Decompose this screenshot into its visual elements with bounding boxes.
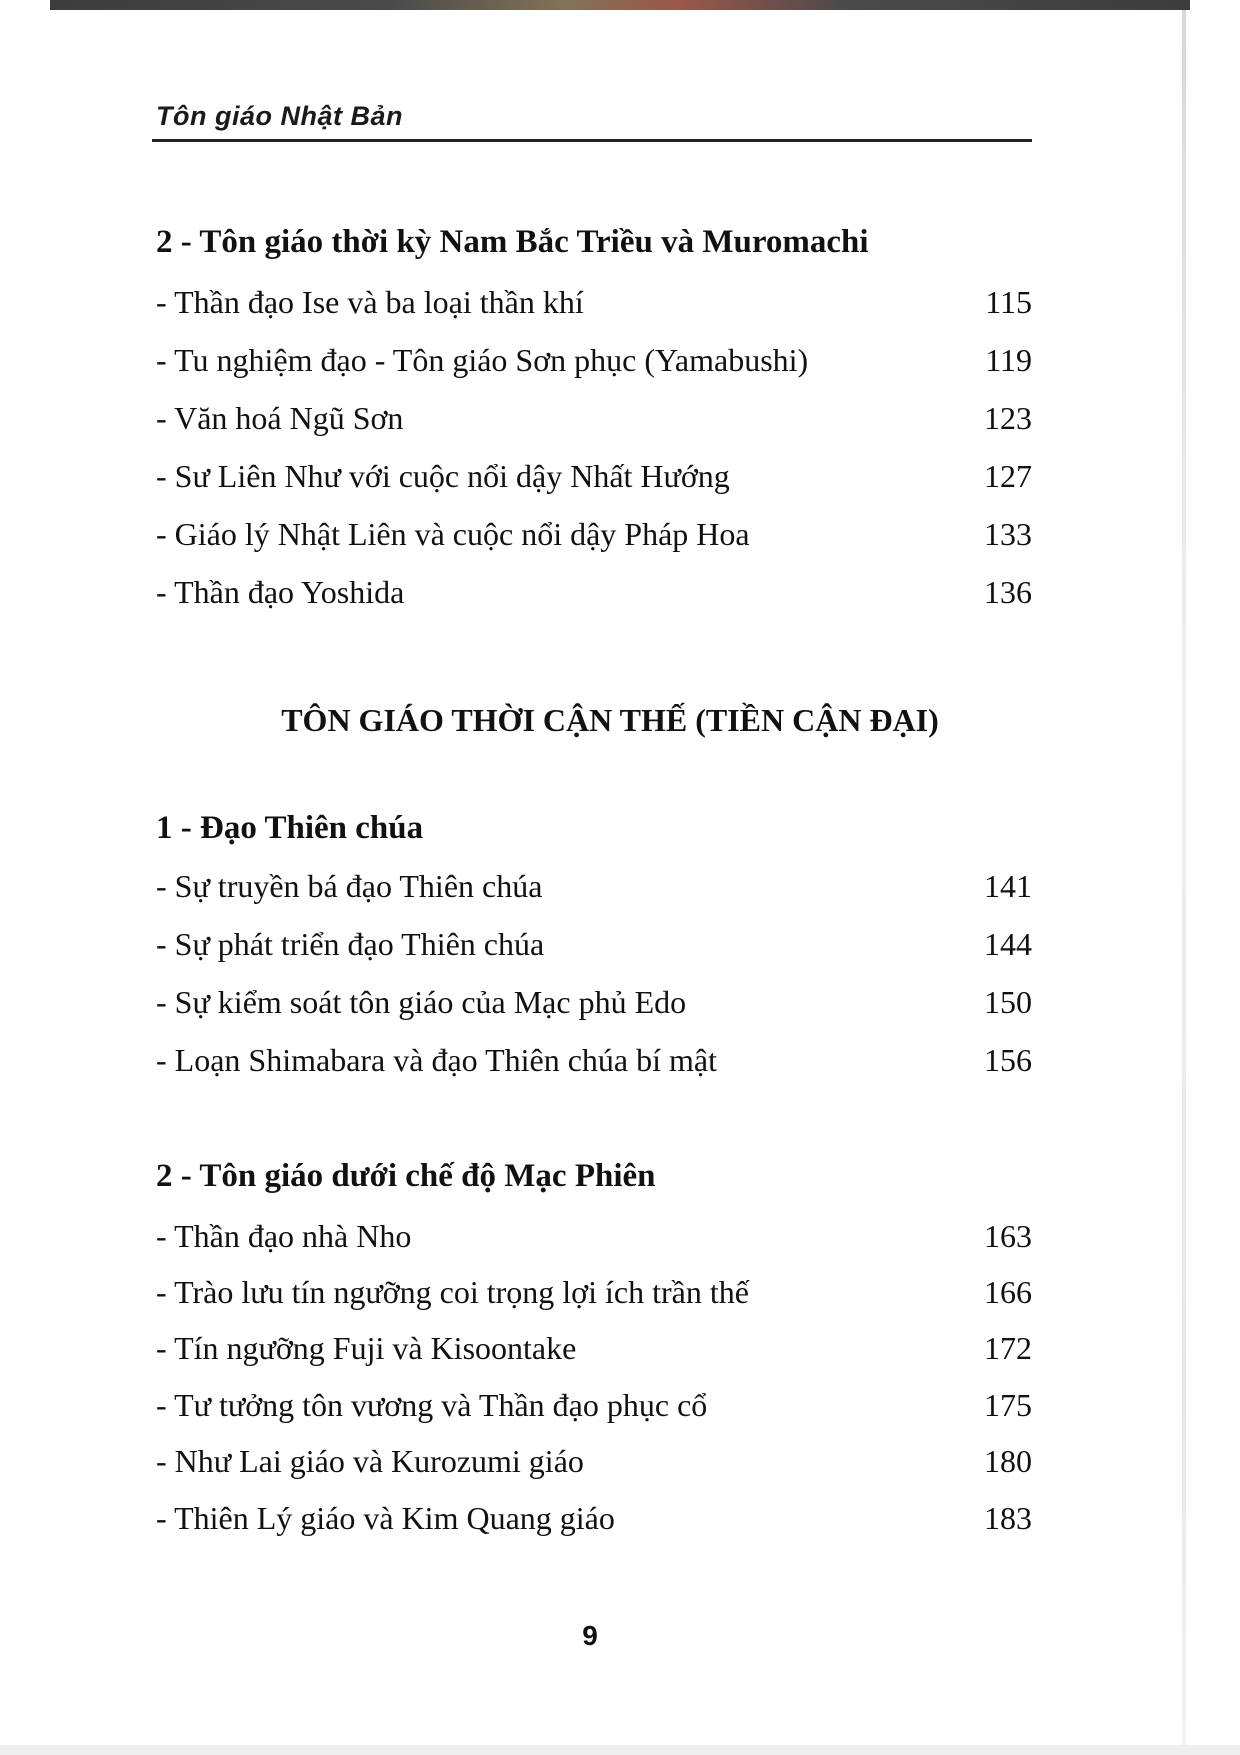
toc-entry bbox=[156, 572, 1032, 612]
toc-entry bbox=[156, 1272, 1032, 1312]
toc-entry-label: - Thần đạo Yoshida bbox=[156, 574, 405, 610]
toc-entry-page: 133 bbox=[984, 516, 1032, 552]
toc-entry-label: - Thần đạo nhà Nho bbox=[156, 1218, 412, 1254]
toc-entry-label: - Sự phát triển đạo Thiên chúa bbox=[156, 926, 545, 962]
toc-entry-label: - Sự kiểm soát tôn giáo của Mạc phủ Edo bbox=[156, 984, 687, 1020]
toc-entry-label: - Giáo lý Nhật Liên và cuộc nổi dậy Pháp Hoa bbox=[156, 516, 750, 552]
toc-entry-page: 144 bbox=[984, 926, 1032, 962]
toc-entry-page: 119 bbox=[985, 342, 1032, 378]
toc-entry-page: 175 bbox=[984, 1387, 1032, 1423]
toc-entry-label: - Tư tưởng tôn vương và Thần đạo phục cổ bbox=[156, 1387, 708, 1423]
toc-entry-page: 166 bbox=[984, 1274, 1032, 1310]
toc-entry bbox=[156, 456, 1032, 496]
toc-entry-label: - Trào lưu tín ngưỡng coi trọng lợi ích trần thế bbox=[156, 1274, 749, 1310]
toc-entry bbox=[156, 514, 1032, 554]
toc-entry-page: 127 bbox=[984, 458, 1032, 494]
toc-entry-page: 163 bbox=[984, 1218, 1032, 1254]
toc-entry bbox=[156, 1328, 1032, 1368]
toc-entry-page: 172 bbox=[984, 1330, 1032, 1366]
scan-bottom-edge bbox=[0, 1745, 1240, 1755]
toc-entry bbox=[156, 1441, 1032, 1481]
toc-entry bbox=[156, 924, 1032, 964]
header-rule bbox=[152, 139, 1032, 142]
toc-entry-page: 115 bbox=[985, 284, 1032, 320]
toc-entry bbox=[156, 1498, 1032, 1538]
toc-entry-page: 180 bbox=[984, 1443, 1032, 1479]
toc-entry-label: - Tu nghiệm đạo - Tôn giáo Sơn phục (Yamabushi) bbox=[156, 342, 809, 378]
toc-entry-label: - Tín ngưỡng Fuji và Kisoontake bbox=[156, 1330, 577, 1366]
toc-entry-label: - Thần đạo Ise và ba loại thần khí bbox=[156, 284, 584, 320]
toc-entry bbox=[156, 866, 1032, 906]
toc-entry-label: - Như Lai giáo và Kurozumi giáo bbox=[156, 1443, 584, 1479]
toc-entry-page: 123 bbox=[984, 400, 1032, 436]
scan-top-edge bbox=[50, 0, 1190, 10]
subsection-heading: 2 - Tôn giáo dưới chế độ Mạc Phiên bbox=[156, 1158, 656, 1194]
toc-entry-page: 136 bbox=[984, 574, 1032, 610]
toc-entry-page: 183 bbox=[984, 1500, 1032, 1536]
subsection-heading: 1 - Đạo Thiên chúa bbox=[156, 810, 424, 846]
toc-entry-page: 141 bbox=[984, 868, 1032, 904]
toc-entry-label: - Sư Liên Như với cuộc nổi dậy Nhất Hướng bbox=[156, 458, 730, 494]
scan-right-edge bbox=[1182, 10, 1186, 1750]
toc-entry-label: - Thiên Lý giáo và Kim Quang giáo bbox=[156, 1500, 615, 1536]
toc-entry-page: 156 bbox=[984, 1042, 1032, 1078]
section-title: TÔN GIÁO THỜI CẬN THẾ (TIỀN CẬN ĐẠI) bbox=[281, 702, 939, 738]
subsection-heading: 2 - Tôn giáo thời kỳ Nam Bắc Triều và Muromachi bbox=[156, 224, 869, 260]
toc-entry-label: - Sự truyền bá đạo Thiên chúa bbox=[156, 868, 543, 904]
toc-entry-label: - Văn hoá Ngũ Sơn bbox=[156, 400, 404, 436]
running-header: Tôn giáo Nhật Bản bbox=[156, 101, 403, 131]
toc-entry bbox=[156, 398, 1032, 438]
toc-entry bbox=[156, 1216, 1032, 1256]
toc-entry bbox=[156, 340, 1032, 380]
toc-entry bbox=[156, 1040, 1032, 1080]
toc-entry bbox=[156, 282, 1032, 322]
page-number: 9 bbox=[582, 1620, 598, 1651]
toc-entry-page: 150 bbox=[984, 984, 1032, 1020]
toc-entry bbox=[156, 982, 1032, 1022]
toc-entry-label: - Loạn Shimabara và đạo Thiên chúa bí mật bbox=[156, 1042, 717, 1078]
toc-entry bbox=[156, 1385, 1032, 1425]
